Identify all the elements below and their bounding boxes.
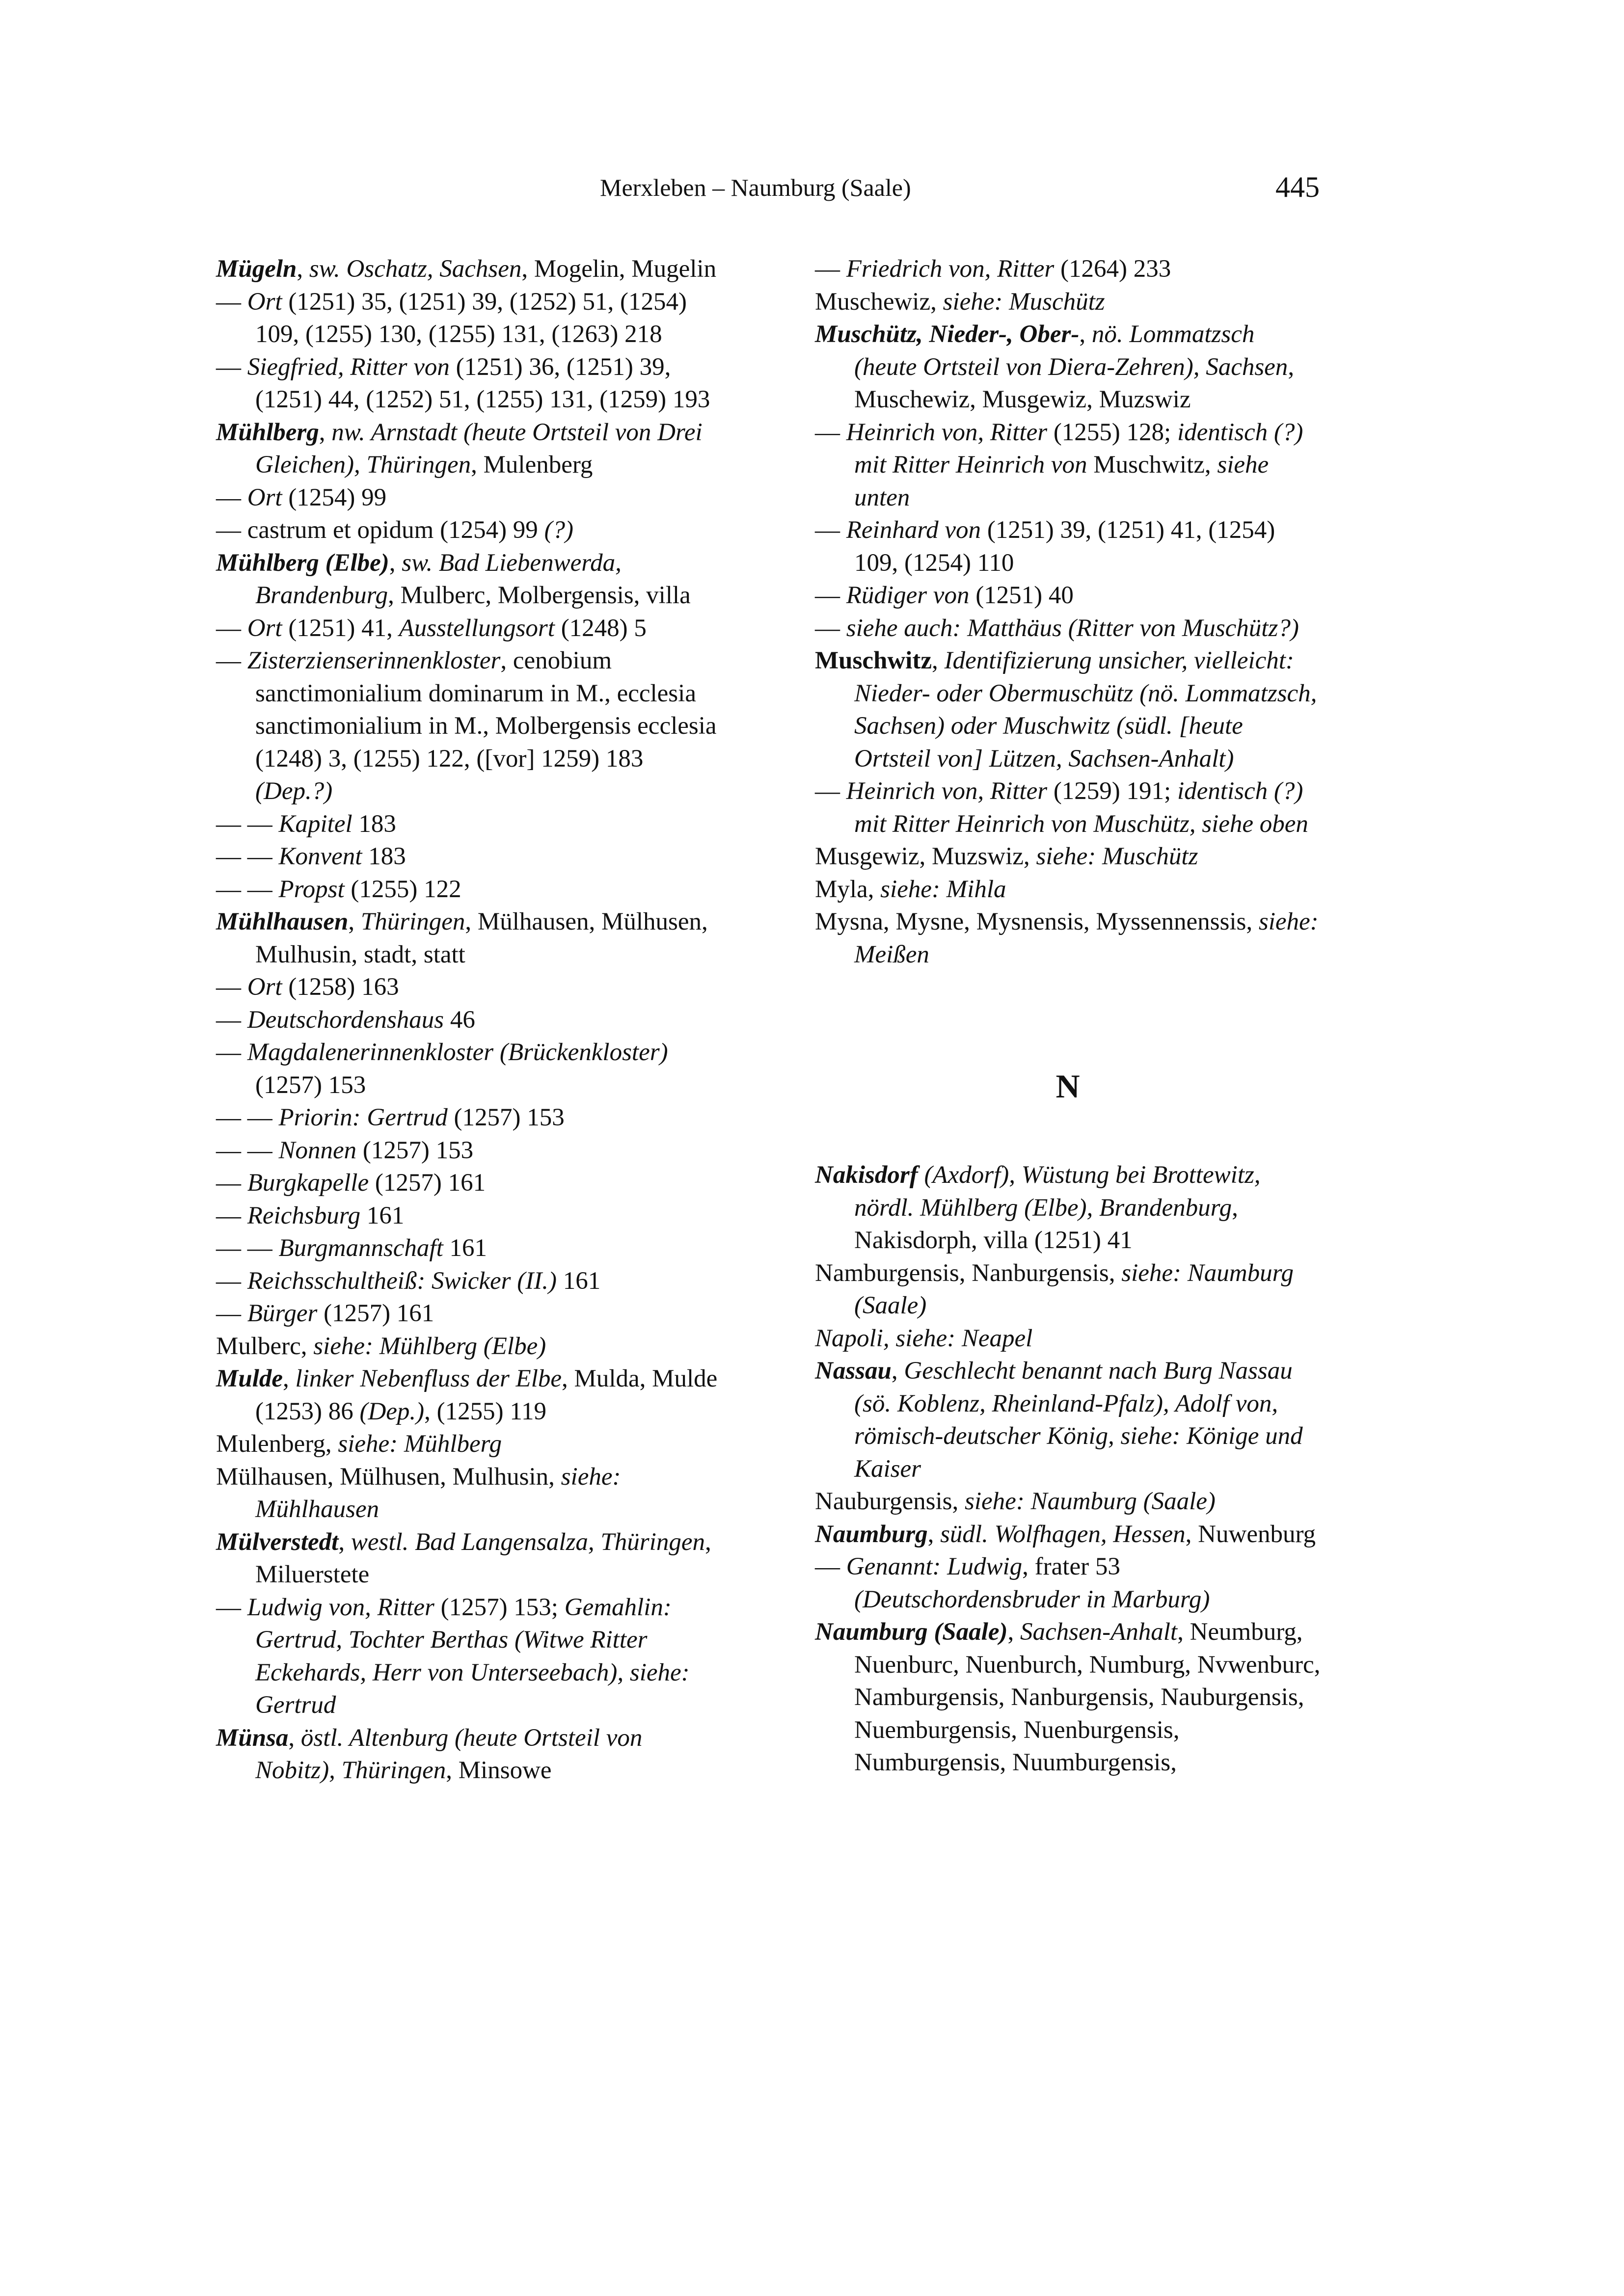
entry-text: 183 — [352, 810, 396, 838]
entry-text: — — [815, 582, 846, 609]
entry-text: , Neumburg, Nuenburc, Nuenburch, Numburg, Nvwenburc, Namburgensis, Nanburgensis, Nauburgensis, Nuemburgensis, Nuenburgensis, Numburgensis, Nuumburgensis, — [854, 1618, 1321, 1776]
entry-text: (1257) 153 — [255, 1071, 366, 1099]
index-entry — [216, 1265, 722, 1298]
entry-text: — — — [216, 843, 279, 870]
entry-italic-text: Heinrich von, Ritter — [846, 418, 1048, 446]
entry-italic-text: sw. Bad Liebenwerda, Brandenburg — [255, 549, 622, 609]
entry-text: — — [815, 516, 846, 544]
index-entry — [216, 873, 722, 906]
entry-text: (1251) 35, (1251) 39, (1252) 51, (1254) 109, (1255) 130, (1255) 131, (1263) 218 — [255, 288, 687, 348]
index-entry — [216, 1036, 722, 1101]
entry-text: — — [815, 255, 846, 283]
entry-italic-text: Kapitel — [278, 810, 352, 838]
entry-text: — — [216, 1267, 247, 1295]
entry-italic-text: linker Nebenfluss der Elbe — [295, 1365, 562, 1392]
entry-italic-text: Ort — [247, 614, 282, 642]
entry-text: (1264) 233 — [1054, 255, 1171, 283]
section-letter: N — [1056, 1068, 1080, 1105]
entry-text: , (1255) 119 — [424, 1397, 546, 1425]
entry-italic-text: Rüdiger von — [846, 582, 970, 609]
entry-italic-text: Reichsburg — [247, 1201, 361, 1229]
entry-text: , cenobium sanctimonialium dominarum in M., ecclesia sanctimonialium in M., Molbergensis ecclesia (1248) 3, (1255) 122, ([vor] 1259) 183 — [255, 647, 717, 773]
index-entry — [815, 775, 1321, 840]
index-entry — [815, 416, 1321, 514]
entry-text: 161 — [443, 1234, 487, 1262]
index-entry — [216, 840, 722, 873]
index-entry — [815, 1322, 1321, 1355]
entry-italic-text: Nonnen — [278, 1136, 357, 1164]
entry-italic-text: Sachsen-Anhalt — [1020, 1618, 1178, 1646]
entry-italic-text: Konvent — [278, 843, 362, 870]
entry-italic-text: Ausstellungsort — [399, 614, 555, 642]
entry-text: (1251) 39, (1251) 41, (1254) 109, (1254) 110 — [854, 516, 1275, 577]
index-entry — [216, 644, 722, 808]
entry-text: — — [216, 353, 247, 381]
index-entry — [815, 318, 1321, 416]
entry-lemma: Mühlhausen — [216, 908, 349, 935]
index-entry — [216, 1200, 722, 1232]
index-entry — [815, 1616, 1321, 1779]
entry-text: — — — [216, 875, 279, 903]
entry-text: Namburgensis, Nanburgensis, — [815, 1259, 1122, 1287]
entry-italic-text: Identifizierung unsicher, vielleicht: Nieder- oder Obermuschütz (nö. Lommatzsch, Sachsen) oder Muschwitz (südl. [heute Ortsteil von] Lützen, Sachsen-Anhalt) — [854, 647, 1317, 773]
entry-lemma: Mühlberg (Elbe) — [216, 549, 389, 577]
entry-text: Musgewiz, Muzswiz, — [815, 843, 1036, 870]
index-entry — [815, 873, 1321, 906]
entry-text: , Mulda, Mulde (1253) 86 — [255, 1365, 718, 1425]
entry-text: Mysna, Mysne, Mysnensis, Myssennenssis, — [815, 908, 1259, 935]
entry-text: (1251) 36, (1251) 39, (1251) 44, (1252) 51, (1255) 131, (1259) 193 — [255, 353, 710, 413]
entry-italic-text: siehe unten — [854, 451, 1269, 511]
entry-lemma: Münsa — [216, 1724, 289, 1752]
index-entry — [815, 906, 1321, 971]
index-entry — [216, 514, 722, 547]
index-entry — [216, 612, 722, 645]
entry-text: — — [216, 1300, 247, 1327]
entry-text: , — [348, 908, 361, 935]
entry-italic-text: Bürger — [247, 1300, 318, 1327]
entry-italic-text: südl. Wolfhagen, Hessen — [940, 1520, 1186, 1548]
entry-text: — — [216, 1169, 247, 1197]
entry-text: , Mogelin, Mugelin — [521, 255, 717, 283]
entry-text: — — [216, 288, 247, 316]
entry-text: Nauburgensis, — [815, 1488, 965, 1515]
entry-text: — — — [216, 810, 279, 838]
entry-italic-text: Priorin: Gertrud — [278, 1104, 448, 1131]
index-entry — [216, 808, 722, 841]
entry-text: , — [1079, 320, 1092, 348]
index-entry — [815, 840, 1321, 873]
index-entry — [216, 253, 722, 286]
entry-text: (1255) 128; — [1047, 418, 1177, 446]
entry-italic-text: siehe: Naumburg (Saale) — [854, 1259, 1294, 1319]
index-entry — [216, 416, 722, 481]
index-entry — [216, 1428, 722, 1461]
entry-italic-text: östl. Altenburg (heute Ortsteil von Nobitz), Thüringen — [255, 1724, 643, 1784]
index-entry — [216, 906, 722, 971]
entry-lemma: Muschütz, Nieder-, Ober- — [815, 320, 1080, 348]
entry-text: — — [815, 1553, 846, 1580]
entry-italic-text: siehe: Mühlhausen — [255, 1463, 621, 1523]
entry-text: (1251) 41, — [282, 614, 399, 642]
entry-italic-text: Propst — [278, 875, 345, 903]
entry-text: (1257) 153 — [356, 1136, 474, 1164]
entry-text: , — [927, 1520, 941, 1548]
entry-text: — — [216, 483, 247, 511]
right-column-entries-n — [815, 1159, 1321, 1779]
entry-text: , — [319, 418, 332, 446]
entry-text: , Nakisdorph, villa (1251) 41 — [854, 1194, 1238, 1254]
entry-text: , Mülhausen, Mülhusen, Mulhusin, stadt, statt — [255, 908, 708, 968]
entry-text: , frater 53 — [1022, 1553, 1120, 1580]
index-entry — [216, 481, 722, 514]
entry-text: Myla, — [815, 875, 881, 903]
entry-text: — — [815, 614, 846, 642]
index-entry — [815, 1485, 1321, 1518]
entry-text: (1257) 161 — [369, 1169, 486, 1197]
index-entry — [815, 1159, 1321, 1257]
index-entry — [216, 971, 722, 1004]
entry-text: , — [931, 647, 945, 674]
entry-italic-text: Ort — [247, 483, 282, 511]
entry-text: 183 — [362, 843, 406, 870]
entry-text: (1248) 5 — [554, 614, 647, 642]
entry-italic-text: Genannt: Ludwig — [846, 1553, 1023, 1580]
entry-italic-text: (Axdorf), Wüstung bei Brottewitz, nördl. Mühlberg (Elbe), Brandenburg — [854, 1161, 1261, 1222]
entry-italic-text: Burgmannschaft — [278, 1234, 443, 1262]
entry-lemma: Nakisdorf — [815, 1161, 918, 1189]
entry-text: 161 — [360, 1201, 405, 1229]
entry-italic-text: (?) — [544, 516, 574, 544]
entry-italic-text: Gemahlin: Gertrud, Tochter Berthas (Witwe Ritter Eckehards, Herr von Unterseebach), siehe: Gertrud — [255, 1593, 690, 1719]
index-entry — [216, 1591, 722, 1722]
entry-lemma: Nassau — [815, 1357, 892, 1385]
entry-italic-text: sw. Oschatz, Sachsen — [309, 255, 522, 283]
entry-text: Mülhausen, Mülhusen, Mulhusin, — [216, 1463, 561, 1491]
index-entry — [815, 514, 1321, 579]
entry-italic-text: Napoli, siehe: Neapel — [815, 1324, 1033, 1352]
entry-italic-text: (Dep.) — [359, 1397, 425, 1425]
entry-text: , — [1007, 1618, 1020, 1646]
entry-text: Muschewiz, — [815, 288, 943, 316]
entry-text: — — [216, 614, 247, 642]
entry-text: , — [297, 255, 309, 283]
entry-text: , — [283, 1365, 296, 1392]
right-column-entries-m — [815, 253, 1321, 971]
entry-italic-text: siehe: Mühlberg — [338, 1430, 502, 1458]
entry-text: , — [891, 1357, 904, 1385]
entry-text: , Nuwenburg — [1185, 1520, 1316, 1548]
entry-text: (1255) 122 — [344, 875, 461, 903]
entry-text: Muschwitz, — [1087, 451, 1218, 479]
entry-italic-text: Ort — [247, 288, 282, 316]
entry-italic-text: Heinrich von, Ritter — [846, 777, 1048, 805]
entry-italic-text: siehe: Naumburg (Saale) — [965, 1488, 1216, 1515]
index-entry — [216, 547, 722, 612]
entry-italic-text: Ludwig von, Ritter — [247, 1593, 434, 1621]
entry-lemma: Mühlberg — [216, 418, 319, 446]
entry-italic-text: nö. Lommatzsch (heute Ortsteil von Diera-Zehren), Sachsen — [854, 320, 1288, 381]
entry-text: , Muschewiz, Musgewiz, Muzswiz — [854, 353, 1295, 413]
index-entry — [216, 1297, 722, 1330]
index-entry — [216, 1004, 722, 1037]
index-entry — [216, 1232, 722, 1265]
entry-italic-text: siehe: Muschütz — [1036, 843, 1198, 870]
entry-text: , Miluerstete — [255, 1528, 711, 1588]
entry-italic-text: identisch (?) mit Ritter Heinrich von — [854, 418, 1303, 479]
entry-text: (1259) 191; — [1047, 777, 1177, 805]
index-entry — [216, 286, 722, 351]
entry-text: (1251) 40 — [969, 582, 1074, 609]
index-entry — [815, 612, 1321, 645]
entry-text: Mulenberg, — [216, 1430, 338, 1458]
entry-text: 46 — [444, 1006, 475, 1034]
entry-text: (1257) 153 — [447, 1104, 565, 1131]
entry-text: — — [216, 647, 247, 674]
left-column — [216, 253, 722, 1787]
entry-italic-text: Ort — [247, 973, 282, 1001]
entry-text: — — — [216, 1104, 279, 1131]
entry-italic-text: siehe: Mihla — [880, 875, 1006, 903]
entry-text: — — — [216, 1136, 279, 1164]
entry-italic-text: Zisterzienserinnenkloster — [247, 647, 501, 674]
index-entry — [216, 1330, 722, 1363]
entry-italic-text: siehe: Meißen — [854, 908, 1319, 968]
entry-text: , Minsowe — [446, 1757, 552, 1784]
entry-text: 161 — [556, 1267, 601, 1295]
entry-italic-text: identisch (?) mit Ritter Heinrich von Muschütz, siehe oben — [854, 777, 1308, 838]
entry-italic-text: Siegfried, Ritter von — [247, 353, 450, 381]
entry-lemma: Naumburg (Saale) — [815, 1618, 1008, 1646]
entry-lemma: Muschwitz — [815, 647, 932, 674]
running-title: Merxleben – Naumburg (Saale) — [600, 174, 911, 201]
entry-italic-text: (Deutschordensbruder in Marburg) — [854, 1585, 1210, 1613]
entry-italic-text: siehe auch: Matthäus (Ritter von Muschütz?) — [846, 614, 1299, 642]
index-entry — [216, 1461, 722, 1526]
page-number: 445 — [1275, 171, 1320, 203]
entry-lemma: Naumburg — [815, 1520, 928, 1548]
index-entry — [815, 644, 1321, 775]
index-entry — [216, 351, 722, 416]
entry-text: (1257) 161 — [317, 1300, 434, 1327]
index-entry — [815, 253, 1321, 286]
entry-text: — — [216, 1593, 247, 1621]
entry-text: , — [389, 549, 402, 577]
entry-italic-text: westl. Bad Langensalza, Thüringen — [351, 1528, 705, 1556]
index-entry — [815, 1550, 1321, 1616]
entry-italic-text: Thüringen — [360, 908, 465, 935]
entry-text: — — [815, 418, 846, 446]
entry-text: — castrum et opidum (1254) 99 — [216, 516, 544, 544]
entry-italic-text: Magdalenerinnenkloster (Brückenkloster) — [247, 1039, 668, 1066]
entry-italic-text: Burgkapelle — [247, 1169, 369, 1197]
entry-text: — — [216, 1201, 247, 1229]
index-entry — [815, 286, 1321, 319]
entry-italic-text: nw. Arnstadt (heute Ortsteil von Drei Gleichen), Thüringen — [255, 418, 703, 479]
entry-text: (1254) 99 — [282, 483, 387, 511]
entry-italic-text: siehe: Muschütz — [943, 288, 1105, 316]
index-entry — [216, 1134, 722, 1167]
entry-text: (1258) 163 — [282, 973, 399, 1001]
entry-text: — — [216, 1006, 247, 1034]
entry-text: , Mulberc, Molbergensis, villa — [388, 582, 691, 609]
index-entry — [216, 1167, 722, 1200]
entry-text: , — [338, 1528, 351, 1556]
index-entry — [216, 1526, 722, 1591]
index-entry — [216, 1722, 722, 1787]
right-column — [815, 253, 1321, 1779]
entry-text: — — [216, 973, 247, 1001]
index-entry — [216, 1101, 722, 1134]
index-entry — [815, 1257, 1321, 1322]
entry-italic-text: Friedrich von, Ritter — [846, 255, 1055, 283]
entry-lemma: Mügeln — [216, 255, 297, 283]
index-entry — [815, 1355, 1321, 1485]
entry-italic-text: Geschlecht benannt nach Burg Nassau (sö. Koblenz, Rheinland-Pfalz), Adolf von, römisch-deutscher König, siehe: Könige und Kaiser — [854, 1357, 1303, 1483]
entry-text: , — [288, 1724, 301, 1752]
index-entry — [815, 579, 1321, 612]
entry-italic-text: (Dep.?) — [255, 777, 333, 805]
entry-lemma: Mulde — [216, 1365, 283, 1392]
entry-italic-text: Reichsschultheiß: Swicker (II.) — [247, 1267, 557, 1295]
entry-text: Mulberc, — [216, 1332, 314, 1360]
entry-text: (1257) 153; — [434, 1593, 565, 1621]
entry-text: — — [216, 1039, 247, 1066]
entry-text: , Mulenberg — [471, 451, 593, 479]
entry-text: — — — [216, 1234, 279, 1262]
entry-lemma: Mülverstedt — [216, 1528, 339, 1556]
entry-text — [918, 1161, 924, 1189]
entry-italic-text: siehe: Mühlberg (Elbe) — [313, 1332, 546, 1360]
index-entry — [216, 1362, 722, 1428]
entry-italic-text: Deutschordenshaus — [247, 1006, 444, 1034]
index-entry — [815, 1518, 1321, 1551]
entry-italic-text: Reinhard von — [846, 516, 981, 544]
entry-text: — — [815, 777, 846, 805]
